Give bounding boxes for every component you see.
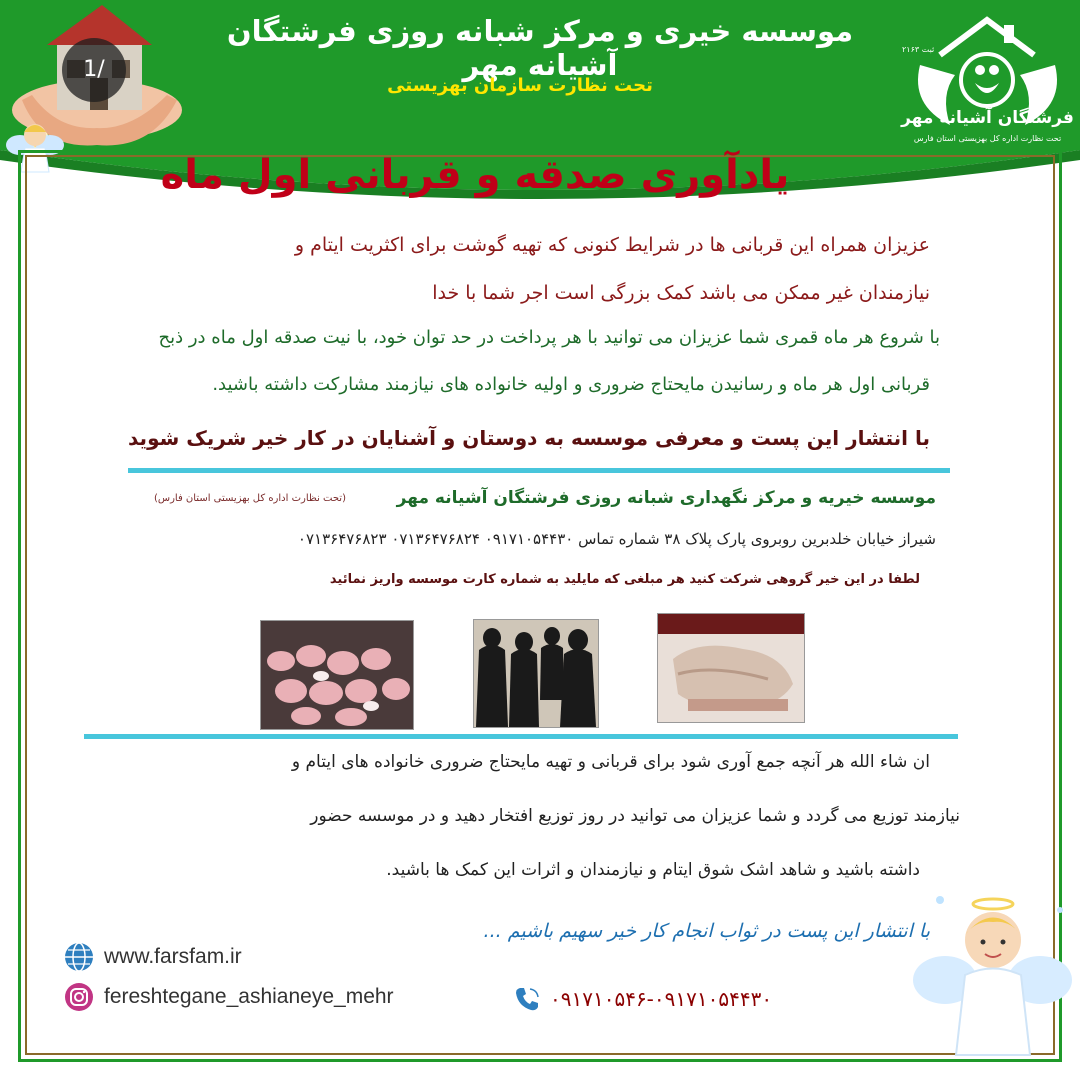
closing-line-3: داشته باشید و شاهد اشک شوق ایتام و نیازمندان و اثرات این کمک ها باشید. — [386, 860, 920, 880]
org-subtitle: تحت نظارت سازمان بهزیستی — [387, 75, 653, 96]
intro-line-1: عزیزان همراه این قربانی ها در شرایط کنونی که تهیه گوشت برای اکثریت ایتام و — [294, 234, 930, 256]
share-slogan: با انتشار این پست در ثواب انجام کار خیر سهیم باشیم ... — [483, 920, 930, 942]
website-link[interactable]: www.farsfam.ir — [104, 945, 242, 968]
page-counter[interactable]: 1/ — [62, 38, 126, 102]
donation-note: لطفا در این خیر گروهی شرکت کنید هر مبلغی که مایلید به شماره کارت موسسه واریز نمائید — [329, 572, 920, 587]
divider-bottom — [84, 734, 958, 739]
contact-org-name: موسسه خیریه و مرکز نگهداری شبانه روزی فرشتگان آشیانه مهر — [396, 488, 936, 508]
contact-address: شیراز خیابان خلدبرین روبروی پارک پلاک ۳۸ شماره تماس ۰۹۱۷۱۰۵۴۴۳۰ ۰۷۱۳۶۴۷۶۸۲۴ ۰۷۱۳۶۴۷۶۸۲۳ — [297, 530, 936, 548]
intro-line-2: نیازمندان غیر ممکن می باشد کمک بزرگی است اجر شما با خدا — [432, 282, 930, 304]
globe-icon — [64, 942, 94, 972]
instagram-handle[interactable]: fereshtegane_ashianeye_mehr — [104, 985, 394, 1008]
logo-subtext: تحت نظارت اداره کل بهزیستی استان فارس — [913, 134, 1062, 143]
angel-icon — [910, 880, 1075, 1070]
main-heading: یادآوری صدقه و قربانی اول ماه — [160, 152, 790, 198]
phone-row[interactable] — [512, 984, 772, 1014]
closing-line-1: ان شاء الله هر آنچه جمع آوری شود برای قربانی و تهیه مایحتاج ضروری خانواده های ایتام و — [291, 752, 930, 772]
logo-text: فرشتگان آشیانه مهر — [901, 108, 1074, 128]
sheep-photo — [657, 613, 805, 723]
instagram-icon — [64, 982, 94, 1012]
instagram-row[interactable] — [64, 982, 394, 1012]
footer-phones: ۰۹۱۷۱۰۵۴۶-۰۹۱۷۱۰۵۴۴۳۰ — [550, 987, 773, 1011]
org-logo — [900, 5, 1075, 170]
divider-top — [128, 468, 950, 473]
phone-icon — [512, 984, 542, 1014]
logo-reg: ثبت ۲۱۶۳ — [902, 45, 935, 54]
org-title: موسسه خیری و مرکز شبانه روزی فرشتگان آشیانه مهر — [226, 14, 854, 82]
monthly-line-2: قربانی اول هر ماه و رسانیدن مایحتاج ضروری و اولیه خانواده های نیازمند مشارکت داشته باشید. — [212, 374, 930, 395]
contact-supervision: (تحت نظارت اداره کل بهزیستی استان فارس) — [153, 493, 346, 504]
meat-photo — [260, 620, 414, 730]
share-call: با انتشار این پست و معرفی موسسه به دوستان و آشنایان در کار خیر شریک شوید — [128, 426, 930, 450]
closing-line-2: نیازمند توزیع می گردد و شما عزیزان می توانید در روز توزیع افتخار دهید و در موسسه حضور — [310, 806, 960, 826]
people-photo — [473, 619, 599, 728]
monthly-line-1: با شروع هر ماه قمری شما عزیزان می توانید با هر پرداخت در حد توان خود، با نیت صدقه اول ماه در ذبح — [158, 327, 940, 348]
website-row[interactable] — [64, 942, 242, 972]
logo-emblem-icon — [900, 5, 1075, 170]
